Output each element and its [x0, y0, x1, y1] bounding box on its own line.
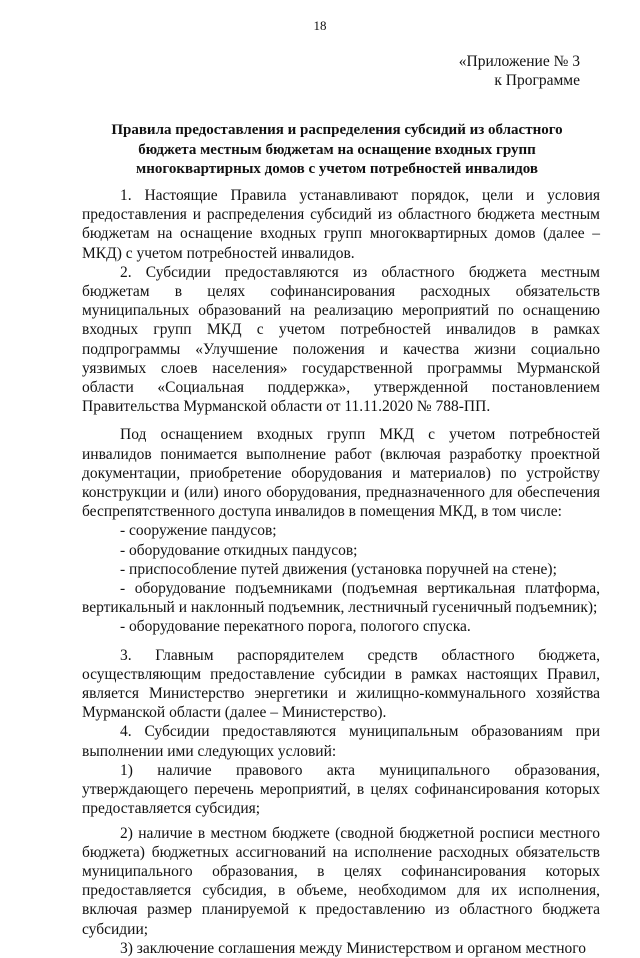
paragraph-3: 3. Главным распорядителем средств областного бюджета, осуществляющим предоставление субсидии в рамках настоящих Правил, является Министерство энергетики и жилищно-коммунального хозяйства Мурманской области (далее – Министерство). [82, 646, 600, 722]
condition-1: 1) наличие правового акта муниципального образования, утверждающего перечень мероприятий, в целях софинансирования которых предоставляется субсидия; [82, 761, 600, 818]
title-line-3: многоквартирных домов с учетом потребностей инвалидов [136, 161, 538, 177]
paragraph-4: 4. Субсидии предоставляются муниципальным образованиям при выполнении ими следующих условий: [82, 723, 600, 760]
paragraph-definition: Под оснащением входных групп МКД с учетом потребностей инвалидов понимается выполнение работ (включая разработку проектной документации, приобретение оборудования и материалов) по устройству конструкции и (или) иного оборудования, предназначенного для обеспечения беспрепятственного доступа инвалидов в помещения МКД, в том числе: [82, 426, 600, 521]
document-body [82, 186, 600, 958]
list-item: - приспособление путей движения (установка поручней на стене); [120, 560, 557, 578]
appendix-line-2: к Программе [494, 72, 580, 89]
list-item: - оборудование откидных пандусов; [120, 541, 358, 559]
title-line-2: бюджета местным бюджетам на оснащение входных групп [138, 141, 536, 158]
page-number: 18 [313, 18, 327, 33]
paragraph-1: 1. Настоящие Правила устанавливают порядок, цели и условия предоставления и распределения субсидий из областного бюджета местным бюджетам на оснащение входных групп многоквартирных домов (далее – МКД) с учетом потребностей инвалидов. [82, 187, 600, 262]
list-item: - оборудование подъемниками (подъемная вертикальная платформа, вертикальный и наклонный подъемник, лестничный гусеничный подъемник); [82, 580, 600, 617]
appendix-line-1: «Приложение № 3 [458, 53, 580, 70]
list-item: - сооружение пандусов; [120, 522, 277, 540]
condition-2: 2) наличие в местном бюджете (сводной бюджетной росписи местного бюджета) бюджетных ассигнований на исполнение расходных обязательств муниципального образования, в целях софинансирования которых предоставляется субсидия, в объеме, необходимом для их исполнения, включая размер планируемой к предоставлению из областного бюджета субсидии; [82, 824, 600, 938]
list-item: - оборудование перекатного порога, пологого спуска. [120, 618, 471, 636]
title-line-1: Правила предоставления и распределения субсидий из областного [111, 122, 563, 138]
document-title [92, 121, 582, 180]
appendix-header [459, 52, 580, 90]
paragraph-2: 2. Субсидии предоставляются из областного бюджета местным бюджетам в целях софинансирования расходных обязательств муниципальных образований на реализацию мероприятий по оснащению входных групп МКД с учетом потребностей инвалидов в рамках подпрограммы «Улучшение положения и качества жизни социально уязвимых слоев населения» государственной программы Мурманской области «Социальная поддержка», утвержденной постановлением Правительства Мурманской области от 11.11.2020 № 788-ПП. [82, 263, 600, 416]
condition-3: 3) заключение соглашения между Министерством и органом местного [120, 939, 586, 957]
